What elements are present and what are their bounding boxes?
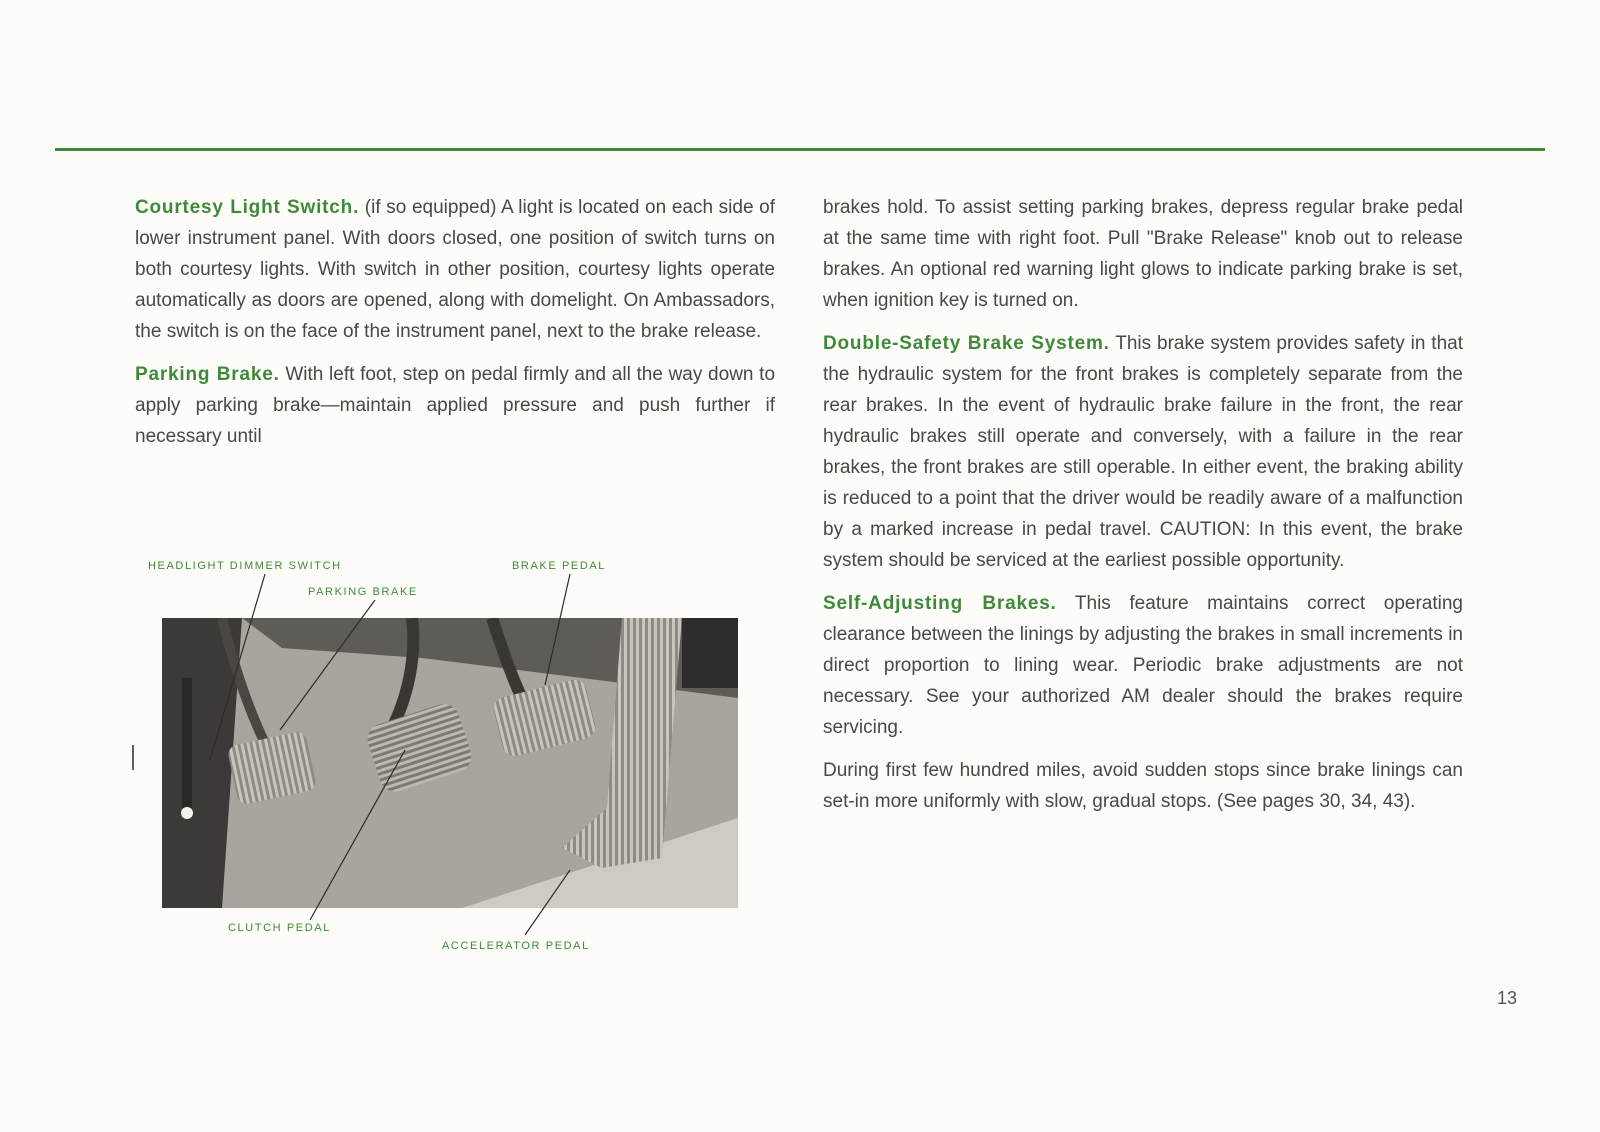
- courtesy-light-paragraph: [135, 192, 775, 347]
- accelerator-pedal-label: ACCELERATOR PEDAL: [442, 940, 590, 952]
- parking-brake-label: PARKING BRAKE: [308, 586, 418, 598]
- clutch-pedal-label: CLUTCH PEDAL: [228, 922, 331, 934]
- break-in-paragraph: During first few hundred miles, avoid sudden stops since brake linings can set-in more uniformly with slow, gradual stops. (See pages 30, 34, 43).: [823, 760, 1463, 812]
- parking-brake-continuation: brakes hold. To assist setting parking brakes, depress regular brake pedal at the same time with right foot. Pull "Brake Release" knob out to release brakes. An optional red warning light glows to indicate parking brake is set, when ignition key is turned on.: [823, 197, 1463, 311]
- parking-brake-body: With left foot, step on pedal firmly and all the way down to apply parking brake—maintain applied pressure and push further if necessary until: [135, 364, 776, 447]
- top-rule: [55, 148, 1545, 151]
- headlight-dimmer-switch-label: HEADLIGHT DIMMER SWITCH: [148, 560, 342, 572]
- page-number: 13: [1497, 988, 1518, 1008]
- brake-pedal-label: BRAKE PEDAL: [512, 560, 607, 572]
- self-adjusting-body: This feature maintains correct operating clearance between the linings by adjusting the brakes in small increments in direct proportion to lining wear. Periodic brake adjustments are not necessary. See your authorized AM dealer should the brakes require servicing.: [823, 593, 1463, 738]
- parking-brake-heading: Parking Brake.: [135, 364, 280, 385]
- self-adjusting-paragraph: [823, 588, 1463, 743]
- self-adjusting-heading: Self-Adjusting Brakes.: [823, 593, 1057, 614]
- double-safety-body: This brake system provides safety in that the hydraulic system for the front brakes is completely separate from the rear brakes. In the event of hydraulic brake failure in the front, the rear hydraulic brakes still operate and conversely, with a failure in the rear brakes, the front brakes are still operable. In either event, the braking ability is reduced to a point that the driver would be readily aware of a malfunction by a marked increase in pedal travel. CAUTION: In this event, the brake system should be serviced at the earliest possible opportunity.: [823, 333, 1463, 571]
- parking-brake-paragraph: [135, 359, 775, 452]
- double-safety-heading: Double-Safety Brake System.: [823, 333, 1110, 354]
- courtesy-light-body: (if so equipped) A light is located on each side of lower instrument panel. With doors closed, one position of switch turns on both courtesy lights. With switch in other position, courtesy lights operate automatically as doors are opened, along with domelight. On Ambassadors, the switch is on the face of the instrument panel, next to the brake release.: [135, 197, 775, 342]
- courtesy-light-heading: Courtesy Light Switch.: [135, 197, 360, 218]
- left-column: [135, 192, 775, 464]
- pedal-illustration: [130, 560, 780, 990]
- right-column: [823, 192, 1463, 829]
- double-safety-paragraph: [823, 328, 1463, 576]
